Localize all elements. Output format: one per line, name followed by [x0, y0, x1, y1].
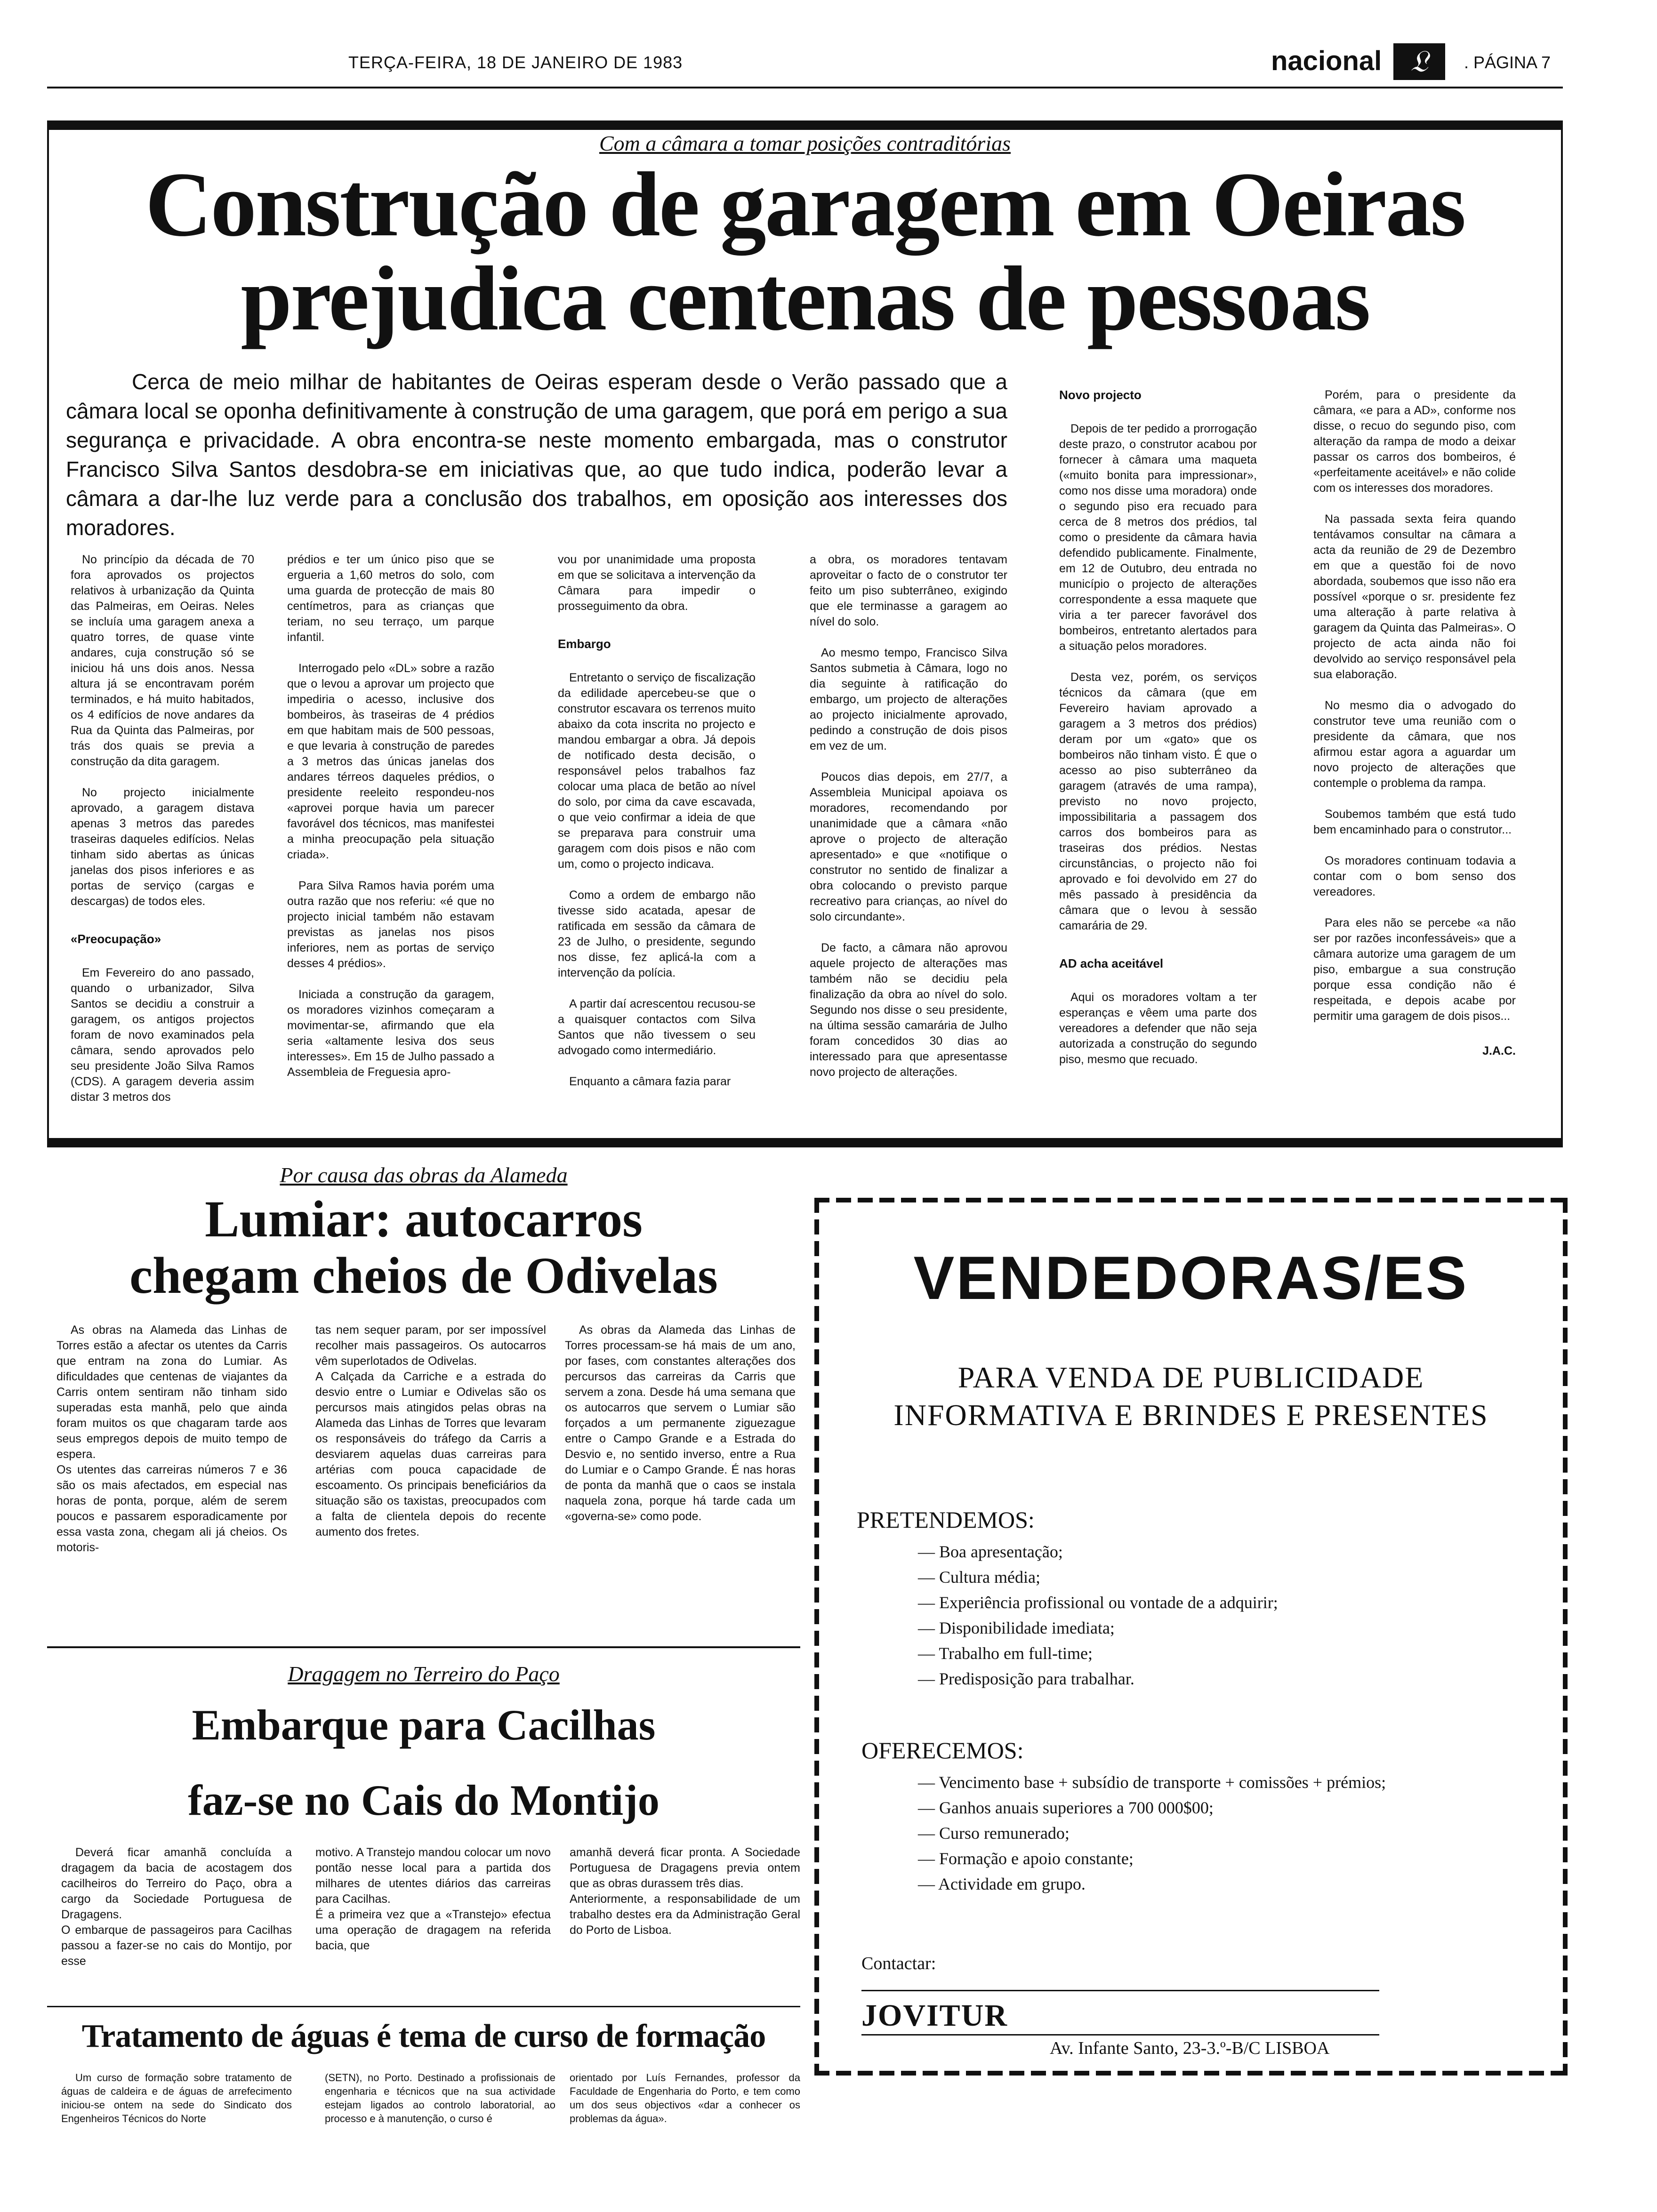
paragraph: Soubemos também que está tudo bem encaminhado para o construtor... [1313, 808, 1516, 836]
paragraph: Aqui os moradores voltam a ter esperanças e vêem uma parte dos vereadores a defender que não seja autorizada a construção do segundo piso, mesmo que recuado. [1059, 991, 1257, 1066]
aguas-headline: Tratamento de águas é tema de curso de formação [81, 2018, 766, 2054]
list-item: — Formação e apoio constante; [918, 1849, 1134, 1868]
main-column-6 [1313, 372, 1516, 1074]
main-column-3 [558, 537, 756, 1105]
ad-requirements-heading: PRETENDEMOS: [857, 1507, 1035, 1533]
subheading-novo-projecto: Novo projecto [1059, 388, 1142, 402]
paragraph: Interrogado pelo «DL» sobre a razão que o levou a aprovar um projecto que impediria o acesso, inclusive dos bombeiros, às traseiras de 4 prédios em que habitam mais de 500 pessoas, e que levaria à construção de paredes a 3 metros das únicas janelas dos andares térreos daqueles prédios, o presidente reeleito respondeu-nos «aprovei porque havia um parecer favorável dos técnicos, mas manifestei a minha preocupação pela situação criada». [287, 662, 494, 861]
masthead-rule [47, 87, 1563, 88]
ad-address: Av. Infante Santo, 23-3.º-B/C LISBOA [1050, 2038, 1330, 2058]
main-lead: Cerca de meio milhar de habitantes de Oeiras esperam desde o Verão passado que a câmara local se oponha definitivamente à construção de uma garagem, que porá em perigo a sua segurança e privacidade. A obra encontra-se neste momento embargada, mas o construtor Francisco Silva Santos desdobra-se em iniciativas que, ao que tudo indica, poderão levar a câmara a dar-lhe luz verde para a conclusão dos trabalhos, em oposição aos interesses dos moradores. [66, 369, 1007, 540]
paragraph: Desta vez, porém, os serviços técnicos da câmara (que em Fevereiro haviam aprovado a garagem a 3 metros dos prédios) deram por um «gato» que os bombeiros não tinham visto. É que o acesso ao piso subterrâneo da garagem (através de uma rampa), previsto no novo projecto, impossibilitaria a passagem dos carros dos bombeiros para as traseiras dos prédios. Nestas circunstâncias, o projecto não foi aprovado e foi devolvido em 27 do mês passado à presidência da câmara que o levou à sessão camarária de 29. [1059, 671, 1257, 932]
ad-offers-heading: OFERECEMOS: [861, 1737, 1024, 1763]
list-item: — Actividade em grupo. [918, 1875, 1086, 1893]
lumiar-bottom-rule [47, 1646, 800, 1648]
cacilhas-column-2: motivo. A Transtejo mandou colocar um novo pontão nesse local para a partida dos milhares de utentes diários das carreiras para Cacilhas. É a primeira vez que a «Transtejo» efectua uma operação de dragagem na referida bacia, que [315, 1846, 551, 1952]
paragraph: Em Fevereiro do ano passado, quando o urbanizador, Silva Santos se decidiu a construir a garagem, os antigos projectos foram de novo examinados pela câmara, sendo aprovados pelo seu presidente João Silva Ramos (CDS). A garagem deveria assim distar 3 metros dos [71, 966, 254, 1104]
main-frame-right [1561, 120, 1563, 1146]
ad-subtitle-line1: PARA VENDA DE PUBLICIDADE [957, 1361, 1424, 1394]
paragraph: Na passada sexta feira quando tentávamos consultar na câmara a acta da reunião de 29 de Dezembro em que a questão foi de novo abordada, soubemos que isso não era possível «porque o sr. presidente fez uma alteração à parte relativa à garagem da Quinta das Palmeiras». O projecto de acta ainda não foi devolvido ao serviço responsável pela sua elaboração. [1313, 513, 1516, 681]
paragraph: Para eles não se percebe «a não ser por razões inconfessáveis» que a câmara autorize uma garagem de um piso, embargue a sua construção porque essa condição não é respeitada, e depois acabe por permitir uma garagem de dois pisos... [1313, 916, 1516, 1023]
paragraph: a obra, os moradores tentavam aproveitar o facto de o construtor ter feito um piso subterrâneo, exigindo que ele terminasse a garagem ao nível do solo. [810, 553, 1007, 628]
list-item: — Experiência profissional ou vontade de a adquirir; [918, 1593, 1278, 1612]
paragraph: Enquanto a câmara fazia parar [569, 1075, 731, 1088]
list-item: — Vencimento base + subsídio de transporte + comissões + prémios; [918, 1773, 1386, 1792]
lumiar-headline-line1: Lumiar: autocarros [205, 1190, 643, 1248]
ad-subtitle-line2: INFORMATIVA E BRINDES E PRESENTES [893, 1398, 1488, 1432]
main-column-5 [1059, 372, 1257, 1083]
lumiar-kicker: Por causa das obras da Alameda [280, 1163, 568, 1187]
paragraph: De facto, a câmara não aprovou aquele projecto de alterações mas também não se decidiu pela finalização da obra ao nível do solo. Segundo nos disse o seu presidente, na última sessão camarária de Julho foram concedidos 30 dias ao interessado para que apresentasse novo projecto de alterações. [810, 941, 1007, 1079]
cacilhas-headline-line1: Embarque para Cacilhas [192, 1701, 656, 1749]
ad-requirements-list [918, 1539, 1278, 1691]
paragraph: Os moradores continuam todavia a contar com o bom senso dos vereadores. [1313, 854, 1516, 898]
paragraph: Como a ordem de embargo não tivesse sido acatada, apesar de ratificada em sessão da câmara de 23 de Julho, o presidente, segundo nos disse, fez aplicá-la com a intervenção da polícia. [558, 889, 756, 979]
subheading-preocupacao: «Preocupação» [71, 932, 161, 946]
list-item: — Disponibilidade imediata; [918, 1619, 1115, 1637]
ad-border-top [814, 1198, 1568, 1202]
aguas-column-1: Um curso de formação sobre tratamento de águas de caldeira e de águas de arrefecimento iniciou-se ontem na sede do Sindicato dos Engenheiros Técnicos do Norte [61, 2072, 292, 2124]
ad-contact-line [861, 1990, 1379, 1991]
lumiar-column-1: As obras na Alameda das Linhas de Torres estão a afectar os utentes da Carris que entram na zona do Lumiar. As dificuldades que centenas de viajantes da Carris ontem sentiram não tinham sido superadas esta manhã, pelo que ainda foram muitos os que chagaram tarde aos seus empregos depois de muito tempo de espera. Os utentes das carreiras números 7 e 36 são os mais afectados, em especial nas horas de ponta, porque, além de serem poucos e passarem esporadicamente por essa vasta zona, chegam ali já cheios. Os motoris- [56, 1323, 287, 1554]
aguas-top-rule [47, 2006, 800, 2007]
paragraph: No princípio da década de 70 fora aprovados os projectos relativos à urbanização da Quinta das Palmeiras, em Oeiras. Neles se incluía uma garagem anexa a quatro torres, de quase vinte andares, cuja construção só se iniciou há uns dois anos. Nessa altura já se encontravam porém terminados, e há muito habitados, os 4 edifícios de nove andares da Rua da Quinta das Palmeiras, por trás dos quais se previa a construção da dita garagem. [71, 553, 254, 768]
lumiar-column-2: tas nem sequer param, por ser impossível recolher mais passageiros. Os autocarros vêm superlotados de Odivelas. A Calçada da Carriche e a estrada do desvio entre o Lumiar e Odivelas são os percursos mais atingidos pelas obras na Alameda das Linhas de Torres que levaram os responsáveis do tráfego da Carris a desviarem aquelas duas carreiras para artérias com pouca capacidade de escoamento. Os principais beneficiários da situação são os taxistas, preocupados com a falta de clientela depois do recente aumento dos fretes. [315, 1323, 546, 1539]
ad-title: VENDEDORAS/ES [913, 1243, 1469, 1312]
paragraph: Ao mesmo tempo, Francisco Silva Santos submetia à Câmara, logo no dia seguinte à ratificação do embargo, um projecto de alterações ao projecto inicialmente aprovado, pedindo a construção de dois pisos em vez de um. [810, 646, 1007, 753]
list-item: — Curso remunerado; [918, 1824, 1070, 1843]
lumiar-headline-line2: chegam cheios de Odivelas [129, 1247, 718, 1304]
paragraph: prédios e ter um único piso que se ergueria a 1,60 metros do solo, com uma guarda de protecção de mais 80 centímetros, para as crianças que teriam, no seu terraço, um parque infantil. [287, 553, 494, 644]
paragraph: Entretanto o serviço de fiscalização da edilidade apercebeu-se que o construtor escavara os terrenos muito abaixo da cota inscrita no projecto e mandou embargar a obra. Já depois de notificado desta decisão, o responsável pelos trabalhos faz colocar uma placa de betão ao nível do solo, por cima da cave escavada, o que veio confirmar a ideia de que se preparava para construir uma garagem com dois pisos e não com um, como o projecto indicava. [558, 671, 756, 871]
ad-offers-list [918, 1770, 1386, 1897]
main-column-4 [810, 537, 1007, 1096]
main-headline-line2: prejudica centenas de pessoas [241, 248, 1369, 350]
ad-border-left [814, 1198, 819, 2076]
cacilhas-column-1: Deverá ficar amanhã concluída a dragagem da bacia de acostagem dos cacilheiros do Terreiro do Paço, obra a cargo da Sociedade Portuguesa de Dragagens. O embarque de passageiros para Cacilhas passou a fazer-se no cais do Montijo, por esse [61, 1846, 292, 1968]
subheading-embargo: Embargo [558, 637, 611, 651]
cacilhas-column-3: amanhã deverá ficar pronta. A Sociedade Portuguesa de Dragagens previa ontem que as obras durassem três dias. Anteriormente, a responsabilidade de um trabalho destes era da Administração Geral do Porto de Lisboa. [570, 1846, 800, 1937]
paragraph: No mesmo dia o advogado do construtor teve uma reunião com o presidente da câmara, que nos afirmou estar agora a aguardar um novo projecto de alterações que contemple o problema da rampa. [1313, 699, 1516, 790]
list-item: — Trabalho em full-time; [918, 1644, 1093, 1663]
list-item: — Ganhos anuais superiores a 700 000$00; [918, 1798, 1214, 1817]
paragraph: No projecto inicialmente aprovado, a garagem distava apenas 3 metros das paredes traseiras daqueles edifícios. Nelas tinham sido abertas as únicas janelas dos pisos inferiores e as portas de serviço (cargas e descargas) de todos eles. [71, 786, 254, 908]
main-frame-left [47, 120, 49, 1146]
ad-border-bottom [814, 2071, 1568, 2076]
ad-company-name: JOVITUR [861, 1998, 1008, 2033]
main-headline-line1: Construção de garagem em Oeiras [145, 153, 1465, 256]
paragraph: Porém, para o presidente da câmara, «e para a AD», conforme nos disse, o recuo do segundo piso, com alteração da rampa de modo a deixar passar os carros dos bombeiros, é «perfeitamente aceitável» e não colide com os interesses dos moradores. [1313, 388, 1516, 495]
aguas-column-3: orientado por Luís Fernandes, professor da Faculdade de Engenharia do Porto, e tem como um dos seus objectivos «dar a conhecer os problemas da água». [570, 2072, 800, 2124]
main-column-2 [287, 537, 494, 1096]
list-item: — Predisposição para trabalhar. [918, 1669, 1134, 1688]
byline: J.A.C. [1482, 1044, 1516, 1058]
lumiar-column-3: As obras da Alameda das Linhas de Torres processam-se há mais de um ano, por fases, com constantes alterações dos percursos das carreiras da Carris que servem a zona. Desde há uma semana que os autocarros que servem o Lumiar são forçados a um permanente ziguezague entre o Campo Grande e a Estrada do Desvio e, no sentido inverso, entre a Rua do Lumiar e o Campo Grande. É nas horas de ponta da manhã que o caos se instala naquela zona, porque há tarde cada um «governa-se» como pode. [565, 1323, 796, 1523]
main-kicker: Com a câmara a tomar posições contraditórias [599, 131, 1011, 155]
main-frame-bottom [47, 1138, 1563, 1147]
subheading-ad-acha-aceitavel: AD acha aceitável [1059, 956, 1164, 970]
page-number: . PÁGINA 7 [1464, 53, 1551, 72]
paragraph: Para Silva Ramos havia porém uma outra razão que nos referiu: «é que no projecto inicial também não estavam previstas as janelas nos pisos inferiores, nem as portas de serviço desses 4 prédios». [287, 879, 494, 970]
paragraph: A partir daí acrescentou recusou-se a quaisquer contactos com Silva Santos que não tivessem o seu advogado como intermediário. [558, 997, 756, 1057]
paragraph: Depois de ter pedido a prorrogação deste prazo, o construtor acabou por fornecer à câmara uma maqueta («muito bonita para impressionar», como nos disse uma moradora) onde o segundo piso era recuado para cerca de 8 metros dos prédios, tal como o presidente da câmara havia defendido publicamente. Finalmente, em 12 de Outubro, deu entrada no município o projecto de alterações correspondente a essa maquete que viria a ter parecer favorável dos bombeiros, entretanto alertados para a situação pelos moradores. [1059, 422, 1257, 653]
paragraph: Iniciada a construção da garagem, os moradores vizinhos começaram a movimentar-se, afirmando que ela seria «altamente lesiva dos seus interesses». Em 15 de Julho passado a Assembleia de Freguesia apro- [287, 988, 494, 1079]
main-column-1 [71, 537, 254, 1121]
paragraph: Poucos dias depois, em 27/7, a Assembleia Municipal apoiava os moradores, recomendando por unanimidade que a câmara «não aprove o projecto de alteração apresentado» e que «notifique o construtor no sentido de finalizar a obra colocando o previsto parque recreativo para crianças, ao nível do solo circundante». [810, 770, 1007, 923]
section-name: nacional [1271, 46, 1382, 76]
cacilhas-kicker: Dragagem no Terreiro do Paço [288, 1662, 560, 1686]
main-frame-top [47, 120, 1563, 130]
page-date: TERÇA-FEIRA, 18 DE JANEIRO DE 1983 [348, 53, 683, 72]
list-item: — Boa apresentação; [918, 1542, 1063, 1561]
paragraph: vou por unanimidade uma proposta em que se solicitava a intervenção da Câmara para impedir o prosseguimento da obra. [558, 553, 756, 613]
ad-border-right [1563, 1198, 1568, 2076]
aguas-column-2: (SETN), no Porto. Destinado a profissionais de engenharia e técnicos que na sua actividade estejam ligados ao controlo laboratorial, ao processo e à manutenção, o curso é [325, 2072, 555, 2124]
ad-company-line [861, 2034, 1379, 2036]
ad-contact-label: Contactar: [861, 1954, 936, 1973]
list-item: — Cultura média; [918, 1568, 1040, 1587]
newspaper-logo: 𝔏 [1393, 43, 1445, 80]
cacilhas-headline-line2: faz-se no Cais do Montijo [188, 1776, 660, 1824]
